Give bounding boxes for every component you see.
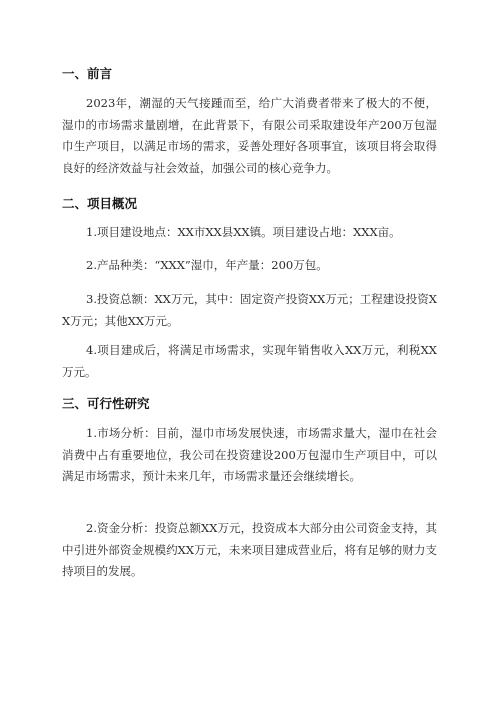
section-heading-preface: 一、前言 <box>62 66 113 81</box>
preface-paragraph: 2023年，潮湿的天气接踵而至，给广大消费者带来了极大的不便，湿巾的市场需求量剧增，在此背景下，有限公司采取建设年产200万包湿巾生产项目，以满足市场的需求，妥善处理好各项事宜，该项目将会取得良好的经济效益与社会效益，加强公司的核心竞争力。 <box>62 96 437 175</box>
feasibility-paragraph-1: 1.市场分析：目前，湿巾市场发展快速，市场需求量大，湿巾在社会消费中占有重要地位，我公司在投资建设200万包湿巾生产项目中，可以满足市场需求，预计未来几年，市场需求量还会继续增长。 <box>62 426 437 483</box>
overview-paragraph-3: 3.投资总额：XX万元，其中：固定资产投资XX万元；工程建设投资XX万元；其他XX万元。 <box>62 292 437 328</box>
section-heading-feasibility: 三、可行性研究 <box>62 396 150 411</box>
section-heading-overview: 二、项目概况 <box>62 196 138 211</box>
overview-paragraph-1: 1.项目建设地点：XX市XX县XX镇。项目建设占地：XXX亩。 <box>86 225 401 239</box>
overview-paragraph-4: 4.项目建成后，将满足市场需求，实现年销售收入XX万元，利税XX万元。 <box>62 343 437 379</box>
overview-paragraph-2: 2.产品种类：“XXX”湿巾，年产量：200万包。 <box>86 258 328 272</box>
feasibility-paragraph-2: 2.资金分析：投资总额XX万元，投资成本大部分由公司资金支持，其中引进外部资金规模约XX万元，未来项目建成营业后，将有足够的财力支持项目的发展。 <box>62 521 437 578</box>
